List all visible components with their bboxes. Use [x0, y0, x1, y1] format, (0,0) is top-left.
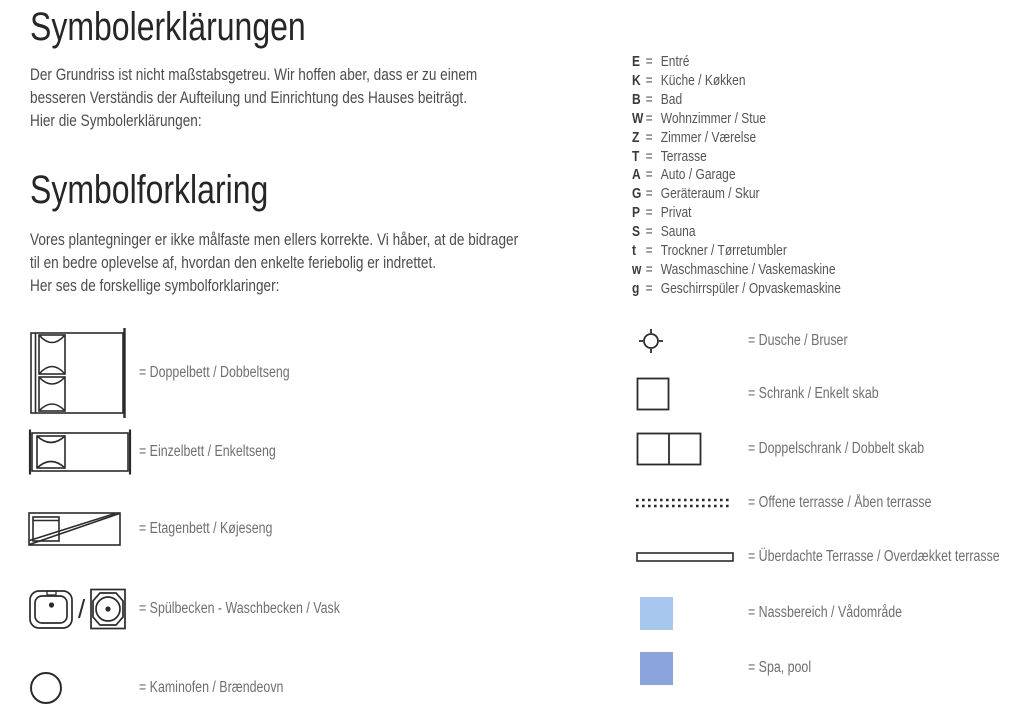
double-bed-icon: [28, 327, 139, 419]
room-legend-row: [632, 148, 841, 167]
spa-pool-swatch: [640, 652, 673, 685]
equals-sign: =: [645, 204, 653, 222]
room-letter: K: [632, 71, 641, 89]
room-legend-row: [632, 204, 841, 223]
symbol-label: = Etagenbett / Køjeseng: [139, 520, 273, 537]
legend-row-double-wardrobe: [636, 432, 968, 466]
room-letter: t: [632, 242, 636, 260]
equals-sign: =: [645, 223, 653, 241]
legend-row-open-terrace: [636, 494, 977, 511]
equals-sign: =: [645, 242, 653, 260]
danish-intro: [30, 228, 518, 297]
room-label: Geschirrspüler / Opvaskemaskine: [660, 279, 841, 297]
symbol-label: = Kaminofen / Brændeovn: [139, 679, 284, 696]
wet-area-icon: [636, 597, 748, 630]
legend-row-wood-stove: [28, 670, 320, 706]
room-letter: G: [632, 185, 642, 203]
room-letter: T: [632, 147, 640, 165]
symbol-label: = Einzelbett / Enkeltseng: [139, 443, 276, 460]
room-letter: B: [632, 90, 641, 108]
legend-row-wet-area: [636, 596, 941, 630]
room-letter: w: [632, 260, 642, 278]
legend-row-spa-pool: [636, 651, 827, 685]
text-line: Her ses de forskellige symbolforklaringer:: [30, 276, 280, 295]
symbol-label: = Nassbereich / Vådområde: [748, 604, 903, 621]
room-label: Geräteraum / Skur: [660, 185, 760, 203]
room-label: Küche / Køkken: [660, 71, 746, 89]
room-letter: S: [632, 223, 641, 241]
legend-row-sink: [28, 585, 390, 633]
legend-row-single-wardrobe: [636, 377, 911, 411]
kitchen-sink-icon: [28, 587, 74, 631]
double-wardrobe-icon: [636, 432, 748, 466]
room-label: Terrasse: [660, 147, 707, 165]
equals-sign: =: [645, 128, 653, 146]
text-line: besseren Verständis der Aufteilung und Einrichtung des Hauses beiträgt.: [30, 88, 467, 107]
legend-row-shower: [636, 326, 872, 356]
room-legend-row: [632, 129, 841, 148]
equals-sign: =: [645, 185, 653, 203]
legend-row-bunk-bed: [28, 511, 306, 547]
symbol-label: = Spa, pool: [748, 659, 812, 676]
symbol-label: = Dusche / Bruser: [748, 332, 848, 349]
symbol-label: = Offene terrasse / Åben terrasse: [748, 494, 932, 511]
bunk-bed-icon: [28, 511, 139, 547]
room-legend-row: [632, 280, 841, 299]
symbol-label: = Überdachte Terrasse / Overdækket terrasse: [748, 548, 1000, 565]
room-label: Auto / Garage: [660, 166, 736, 184]
room-legend-row: [632, 91, 841, 110]
equals-sign: =: [645, 90, 653, 108]
washbasin-icon: [89, 587, 127, 631]
room-label: Bad: [660, 90, 683, 108]
room-label: Entré: [660, 53, 690, 70]
room-legend-row: [632, 110, 841, 129]
spa-pool-icon: [636, 652, 748, 685]
legend-row-double-bed: [28, 327, 327, 419]
room-legend-row: [632, 223, 841, 242]
room-legend-row: [632, 261, 841, 280]
danish-title: Symbolforklaring: [30, 168, 269, 212]
symbol-label: = Schrank / Enkelt skab: [748, 385, 879, 402]
equals-sign: =: [645, 109, 653, 127]
legend-row-single-bed: [28, 428, 310, 476]
wet-area-swatch: [640, 597, 673, 630]
room-legend-row: [632, 72, 841, 91]
open-terrace-icon: [636, 498, 748, 508]
text-line: Vores plantegninger er ikke målfaste men ellers korrekte. Vi håber, at de bidrager: [30, 230, 519, 249]
sink-washbasin-icons: [28, 587, 139, 631]
covered-terrace-icon: [636, 551, 748, 563]
room-letter: W: [632, 109, 644, 127]
room-label: Zimmer / Værelse: [660, 128, 757, 146]
equals-sign: =: [645, 71, 653, 89]
text-line: Hier die Symbolerklärungen:: [30, 111, 202, 130]
room-letter-legend: [632, 53, 893, 299]
single-wardrobe-icon: [636, 377, 748, 411]
equals-sign: =: [645, 147, 653, 165]
room-legend-row: [632, 185, 841, 204]
room-label: Trockner / Tørretumbler: [660, 242, 787, 260]
text-line: Der Grundriss ist nicht maßstabsgetreu. Wir hoffen aber, dass er zu einem: [30, 65, 478, 84]
slash-separator: /: [78, 593, 86, 624]
room-letter: Z: [632, 128, 640, 146]
room-label: Wohnzimmer / Stue: [660, 109, 766, 127]
room-legend-row: [632, 166, 841, 185]
german-intro: [30, 63, 477, 132]
equals-sign: =: [645, 166, 653, 184]
room-letter: g: [632, 279, 640, 297]
room-legend-row: [632, 53, 841, 72]
single-bed-icon: [28, 429, 139, 475]
equals-sign: =: [645, 53, 653, 70]
symbol-label: = Doppelbett / Dobbeltseng: [139, 364, 290, 381]
room-letter: E: [632, 53, 641, 70]
room-legend-row: [632, 242, 841, 261]
room-label: Waschmaschine / Vaskemaskine: [660, 260, 836, 278]
room-letter: P: [632, 204, 641, 222]
shower-icon: [636, 326, 748, 356]
room-label: Sauna: [660, 223, 696, 241]
equals-sign: =: [645, 260, 653, 278]
symbol-label: = Spülbecken - Waschbecken / Vask: [139, 600, 340, 617]
symbol-label: = Doppelschrank / Dobbelt skab: [748, 440, 925, 457]
room-label: Privat: [660, 204, 692, 222]
equals-sign: =: [645, 279, 653, 297]
text-line: til en bedre oplevelse af, hvordan den enkelte feriebolig er indrettet.: [30, 253, 436, 272]
room-letter: A: [632, 166, 641, 184]
legend-row-covered-terrace: [636, 548, 1024, 565]
wood-stove-icon: [28, 670, 139, 706]
german-title: Symbolerklärungen: [30, 5, 306, 49]
